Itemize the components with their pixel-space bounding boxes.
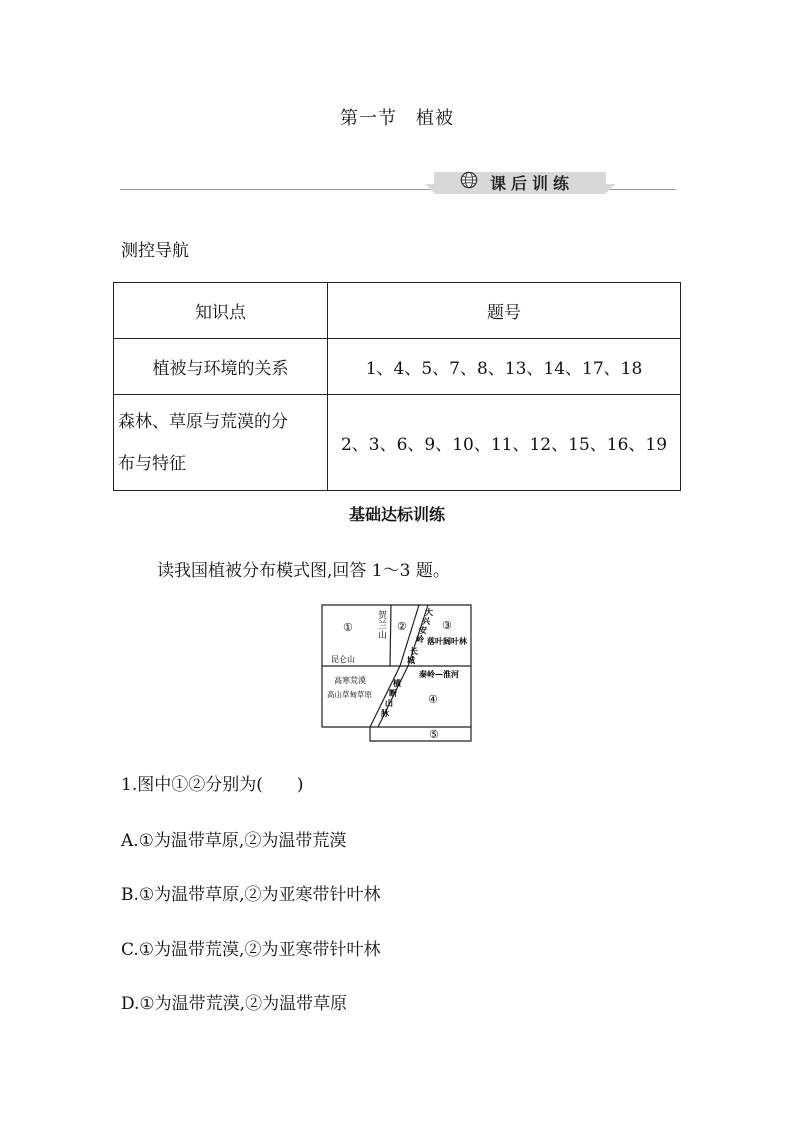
table-cell-topic [114,395,328,491]
label-dxal-3: 安 [419,625,427,635]
table-header-row [114,283,681,339]
table-row [114,339,681,395]
question-1-option-d[interactable]: D.①为温带荒漠,②为温带草原 [121,994,348,1014]
label-hd-2: 断 [389,688,397,698]
label-kunlun: 昆仑山 [331,655,355,664]
question-1-option-b[interactable]: B.①为温带草原,②为亚寒带针叶林 [121,885,381,905]
question-1-option-c[interactable]: C.①为温带荒漠,②为亚寒带针叶林 [121,940,381,960]
label-dxal-2: 兴 [422,616,430,626]
label-dxal-6: 城 [407,655,415,665]
label-luoye: 落叶阔叶林 [427,636,467,646]
globe-icon [460,171,478,189]
section-header-bar [120,170,676,196]
label-gaoshan: 高山草甸草原 [327,690,372,699]
label-gaohan: 高寒荒漠 [334,676,366,685]
table-row [114,395,681,491]
question-intro: 读我国植被分布模式图,回答 1～3 题。 [157,561,450,581]
region-5-label: ⑤ [429,728,439,741]
label-qinling: 秦岭—淮河 [419,669,459,679]
label-hd-4: 脉 [381,708,389,718]
region-4-label: ④ [428,693,438,706]
region-1-label: ① [343,621,353,634]
topic-line-1: 森林、草原与荒漠的分 [118,411,288,432]
table-cell-questions: 2、3、6、9、10、11、12、15、16、19 [328,395,681,491]
label-dxal-4: 岭 [416,634,424,644]
label-dxal-1: 大 [425,607,433,617]
question-1-stem: 1.图中①②分别为( ) [121,775,304,795]
label-helanshan-3: 山 [378,631,388,641]
vegetation-distribution-map [321,604,473,742]
knowledge-table [113,282,681,491]
label-dxal-5: 长 [410,646,418,656]
table-cell-questions: 1、4、5、7、8、13、14、17、18 [328,339,681,395]
label-helanshan-2: 兰 [378,621,388,631]
region-2-label: ② [397,620,407,633]
topic-line-2: 布与特征 [118,453,186,474]
section-title: 基础达标训练 [348,505,445,524]
section-label: 课后训练 [490,174,575,193]
table-header-topic: 知识点 [114,283,328,339]
label-hd-1: 横 [393,678,401,688]
nav-heading: 测控导航 [121,241,189,261]
table-header-questions: 题号 [328,283,681,339]
label-hd-3: 山 [385,698,393,708]
region-3-label: ③ [442,619,452,632]
question-1-option-a[interactable]: A.①为温带草原,②为温带荒漠 [121,831,347,851]
page-title: 第一节 植被 [340,108,454,129]
table-cell-topic: 植被与环境的关系 [114,339,328,395]
label-helanshan-1: 贺 [378,611,388,621]
